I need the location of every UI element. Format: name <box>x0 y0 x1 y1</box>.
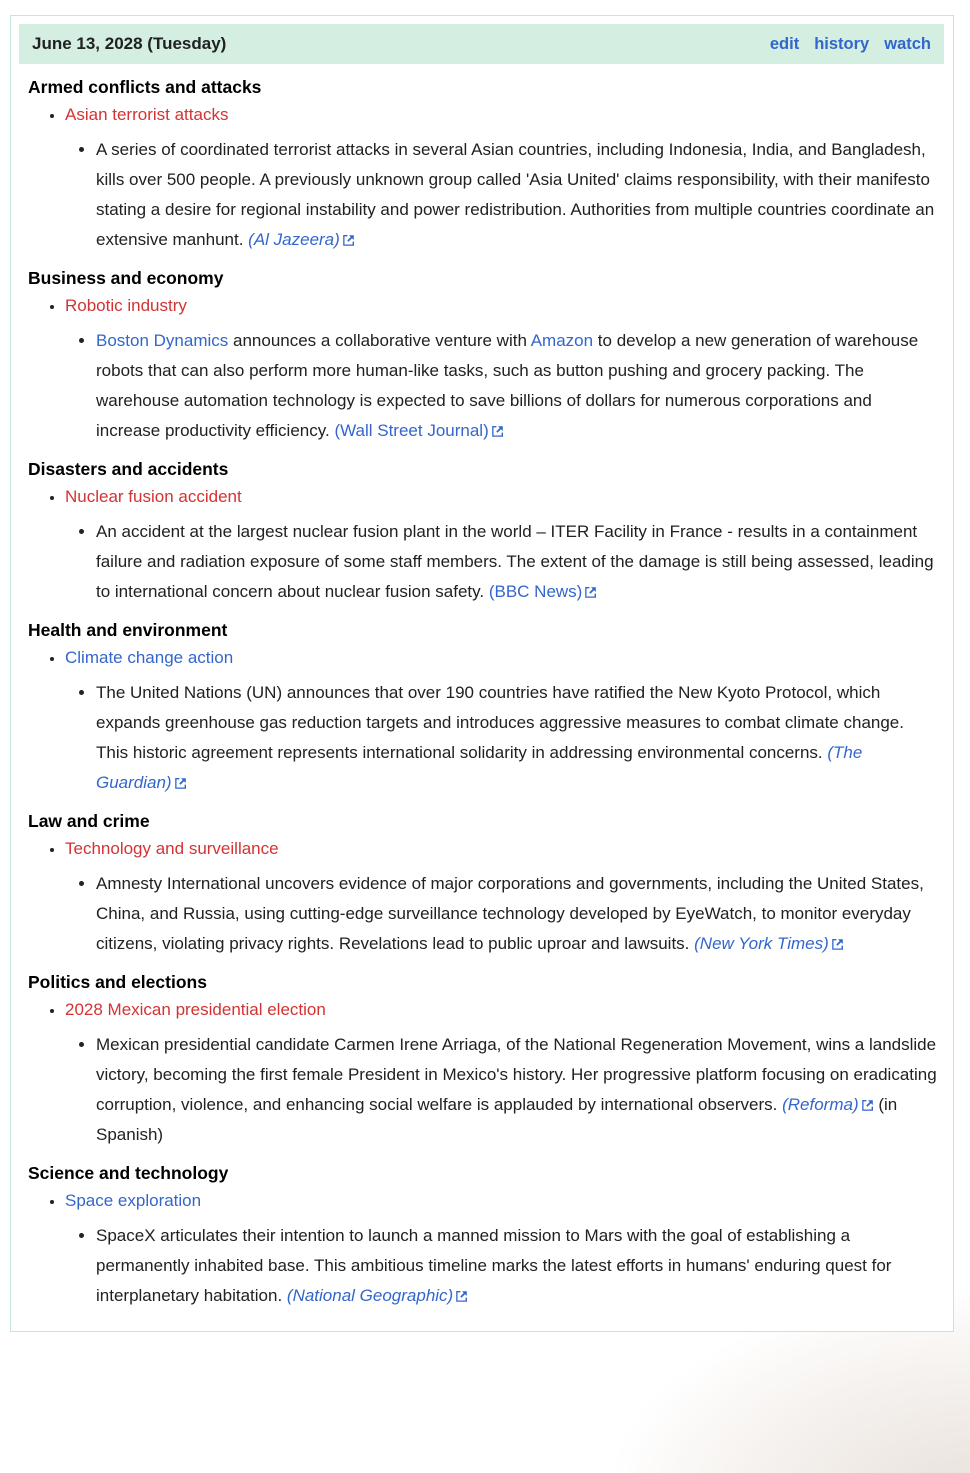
topic-list <box>28 645 940 798</box>
day-header-bar <box>19 24 944 64</box>
entry-item <box>96 517 940 607</box>
entry-item <box>96 135 940 255</box>
entry-text: An accident at the largest nuclear fusion plant in the world – ITER Facility in France - results in a containment failure and radiation exposure of some staff members. The extent of the damage is still being assessed, leading to international concern about nuclear fusion safety. <box>96 522 934 601</box>
wiki-link[interactable]: Amazon <box>530 331 594 350</box>
topic-link[interactable]: Technology and surveillance <box>65 839 279 858</box>
sections <box>19 76 944 1311</box>
section-heading: Armed conflicts and attacks <box>28 77 262 97</box>
entry-text: SpaceX articulates their intention to launch a manned mission to Mars with the goal of establishing a permanently inhabited base. This ambitious timeline marks the latest efforts in humans' enduring quest for interplanetary habitation. <box>96 1226 892 1305</box>
source-link[interactable]: (National Geographic) <box>287 1286 468 1305</box>
topic-link[interactable]: Robotic industry <box>65 296 187 315</box>
topic-item <box>65 484 940 607</box>
topic-item <box>65 997 940 1150</box>
topic-item <box>65 645 940 798</box>
topic-list <box>28 293 940 446</box>
day-header-links <box>770 35 931 54</box>
source-link[interactable]: (Al Jazeera) <box>248 230 355 249</box>
entry-item <box>96 869 940 959</box>
external-link-icon[interactable] <box>175 768 187 798</box>
source-link[interactable]: (Wall Street Journal) <box>334 421 503 440</box>
entry-list <box>65 1030 940 1150</box>
topic-link[interactable]: Space exploration <box>65 1191 202 1210</box>
topic-list <box>28 836 940 959</box>
section-heading: Disasters and accidents <box>28 459 229 479</box>
entry-text: The United Nations (UN) announces that over 190 countries have ratified the New Kyoto Protocol, which expands greenhouse gas reduction targets and introduces aggressive measures to combat climate change. This historic agreement represents international solidarity in addressing environmental concerns. <box>96 683 904 762</box>
section-heading: Law and crime <box>28 811 150 831</box>
wiki-link[interactable]: Boston Dynamics <box>96 331 229 350</box>
section-heading: Business and economy <box>28 268 224 288</box>
entry-list <box>65 678 940 798</box>
source-link[interactable]: (Reforma) <box>782 1095 874 1114</box>
external-link-icon[interactable] <box>343 225 355 255</box>
entry-text: (in Spanish) <box>96 1095 898 1144</box>
external-link-icon[interactable] <box>456 1281 468 1311</box>
topic-list <box>28 484 940 607</box>
edit-link[interactable]: edit <box>769 34 800 53</box>
entry-text: to develop a new generation of warehouse robots that can also perform more human-like tasks, such as button pushing and grocery packing. The warehouse automation technology is expected to save billions of dollars for numerous corporations and increase productivity efficiency. <box>96 331 919 440</box>
entry-item <box>96 1030 940 1150</box>
entry-text: announces a collaborative venture with <box>228 331 531 350</box>
topic-item <box>65 836 940 959</box>
external-link-icon[interactable] <box>585 577 597 607</box>
topic-list <box>28 102 940 255</box>
topic-item <box>65 1188 940 1311</box>
entry-item <box>96 678 940 798</box>
entry-list <box>65 869 940 959</box>
section-heading: Science and technology <box>28 1163 229 1183</box>
watch-link[interactable]: watch <box>884 34 931 53</box>
entry-item <box>96 1221 940 1311</box>
entry-list <box>65 326 940 446</box>
date-heading: June 13, 2028 (Tuesday) <box>32 34 227 53</box>
current-events-daybox <box>10 15 954 1332</box>
external-link-icon[interactable] <box>832 929 844 959</box>
topic-item <box>65 102 940 255</box>
topic-list <box>28 997 940 1150</box>
section-heading: Politics and elections <box>28 972 207 992</box>
source-link[interactable]: (New York Times) <box>694 934 844 953</box>
entry-item <box>96 326 940 446</box>
source-link[interactable]: (The Guardian) <box>96 743 862 792</box>
entry-list <box>65 1221 940 1311</box>
entry-list <box>65 135 940 255</box>
source-link[interactable]: (BBC News) <box>489 582 598 601</box>
entry-text: A series of coordinated terrorist attacks in several Asian countries, including Indonesia, India, and Bangladesh, kills over 500 people. A previously unknown group called 'Asia United' claims responsibility, with their manifesto stating a desire for regional instability and power redistribution. Authorities from multiple countries coordinate an extensive manhunt. <box>96 140 935 249</box>
entry-text: Mexican presidential candidate Carmen Irene Arriaga, of the National Regeneration Movement, wins a landslide victory, becoming the first female President in Mexico's history. Her progressive platform focusing on eradicating corruption, violence, and enhancing social welfare is applauded by international observers. <box>96 1035 937 1114</box>
external-link-icon[interactable] <box>862 1090 874 1120</box>
topic-list <box>28 1188 940 1311</box>
entry-list <box>65 517 940 607</box>
external-link-icon[interactable] <box>492 416 504 446</box>
section-heading: Health and environment <box>28 620 228 640</box>
topic-item <box>65 293 940 446</box>
topic-link[interactable]: Climate change action <box>65 648 234 667</box>
history-link[interactable]: history <box>814 34 870 53</box>
topic-link[interactable]: 2028 Mexican presidential election <box>65 1000 326 1019</box>
entry-text: Amnesty International uncovers evidence of major corporations and governments, including the United States, China, and Russia, using cutting-edge surveillance technology developed by EyeWatch, to monitor everyday citizens, violating privacy rights. Revelations lead to public uproar and lawsuits. <box>96 874 924 953</box>
topic-link[interactable]: Asian terrorist attacks <box>65 105 229 124</box>
topic-link[interactable]: Nuclear fusion accident <box>65 487 242 506</box>
